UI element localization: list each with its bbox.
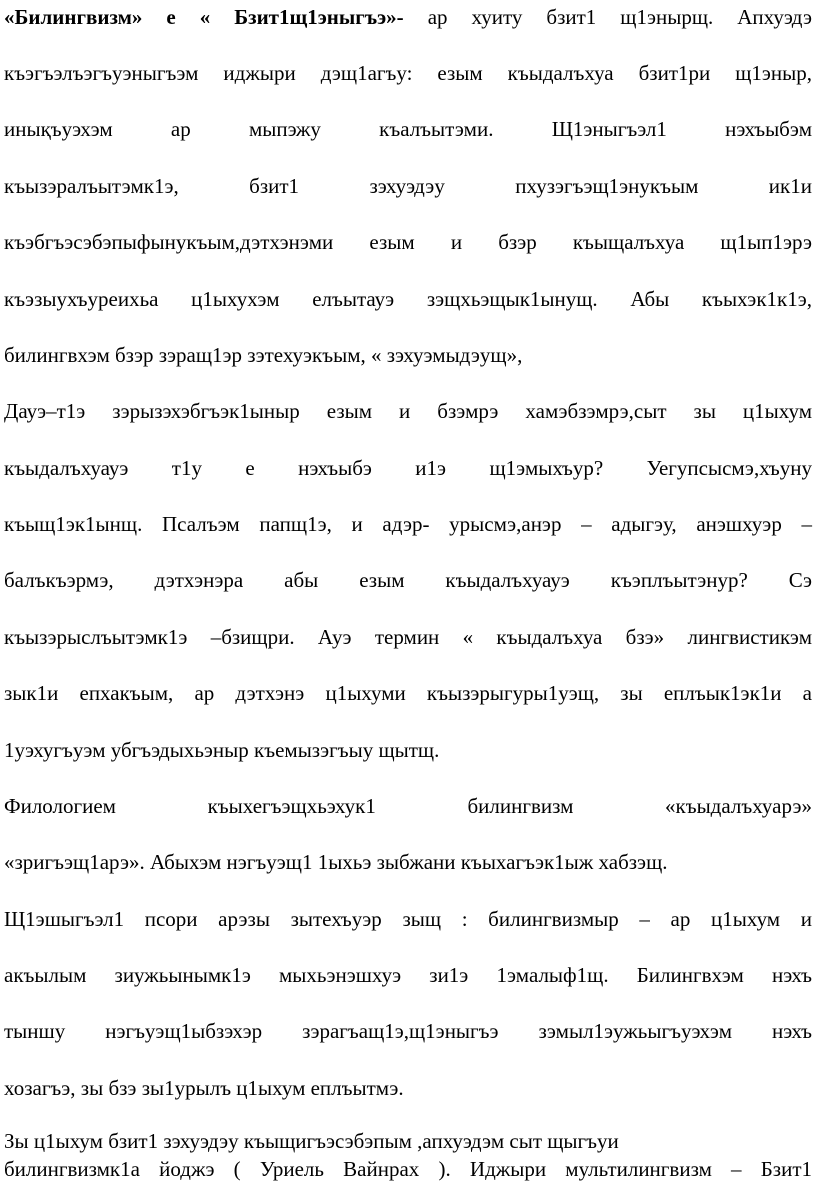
text-line: билингвизмк1а йоджэ ( Уриель Вайнрах ). Иджыри мультилингвизм – Бзит1 (4, 1157, 812, 1181)
text-line: къыдалъхуауэ т1у е нэхъыбэ и1э щ1эмыхъур? Уегупсысмэ,хъуну (4, 456, 812, 480)
text-line: 1уэхугъуэм убгъэдыхьэныр къемызэгъыу щытщ. (4, 738, 440, 762)
text-line: инықъуэхэм ар мыпэжу къалъытэми. Щ1эныгъэл1 нэхъыбэм (4, 117, 812, 141)
text-line: къэгъэлъэгъуэныгъэм иджыри дэщ1агъу: езым къыдалъхуа бзит1ри щ1эныр, (4, 61, 812, 85)
text-line: Дауэ–т1э зэрызэхэбгъэк1ыныр езым и бзэмрэ хамэбзэмрэ,сыт зы ц1ыхум (4, 399, 812, 423)
text-line: зык1и епхакъым, ар дэтхэнэ ц1ыхуми къызэрыгуры1уэщ, зы еплъык1эк1и а (4, 681, 812, 705)
text-line: Щ1эшыгъэл1 псори арэзы зытехъуэр зыщ : билингвизмыр – ар ц1ыхум и (4, 907, 812, 931)
text-fragment: ар хуиту бзит1 щ1энырщ. Апхуэдэ (427, 5, 813, 29)
text-line: къыщ1эк1ынщ. Псалъэм папщ1э, и адэр- урысмэ,анэр – адыгэу, анэшхуэр – (4, 512, 812, 536)
text-line: къызэрыслъытэмк1э –бзищри. Ауэ термин « къыдалъхуа бзэ» лингвистикэм (4, 625, 812, 649)
text-line: тыншу нэгъуэщ1ыбзэхэр зэрагъащ1э,щ1эныгъэ зэмыл1эужьыгъуэхэм нэхъ (4, 1019, 812, 1043)
text-line: акъылым зиужьынымк1э мыхьэнэшхуэ зи1э 1эмалыф1щ. Билингвхэм нэхъ (4, 963, 812, 987)
text-line: къызэралъытэмк1э, бзит1 зэхуэдэу пхузэгъэщ1энукъым ик1и (4, 174, 812, 198)
bold-term: «Билингвизм» е « Бзит1щ1эныгъэ»- (4, 5, 404, 29)
text-line: «зригъэщ1арэ». Абыхэм нэгъуэщ1 1ыхьэ зыбжани къыхагъэк1ыж хабзэщ. (4, 850, 668, 874)
text-line: Филологием къыхегъэщхьэхук1 билингвизм «къыдалъхуарэ» (4, 794, 812, 818)
text-line: Зы ц1ыхум бзит1 зэхуэдэу къыщигъэсэбэпым ,апхуэдэм сыт щыгъуи (4, 1129, 619, 1153)
text-line: билингвхэм бзэр зэращ1эр зэтехуэкъым, « зэхуэмыдэущ», (4, 343, 523, 367)
text-line: балъкъэрмэ, дэтхэнэра абы езым къыдалъхуауэ къэплъытэнур? Сэ (4, 568, 812, 592)
text-line: къэзыухъуреихьа ц1ыхухэм елъытауэ зэщхьэщык1ынущ. Абы къыхэк1к1э, (4, 287, 812, 311)
text-line (4, 4, 812, 30)
text-line: къэбгъэсэбэпыфынукъым,дэтхэнэми езым и бзэр къыщалъхуа щ1ып1эрэ (4, 230, 812, 254)
text-line: хозагъэ, зы бзэ зы1урылъ ц1ыхум еплъытмэ. (4, 1076, 404, 1100)
